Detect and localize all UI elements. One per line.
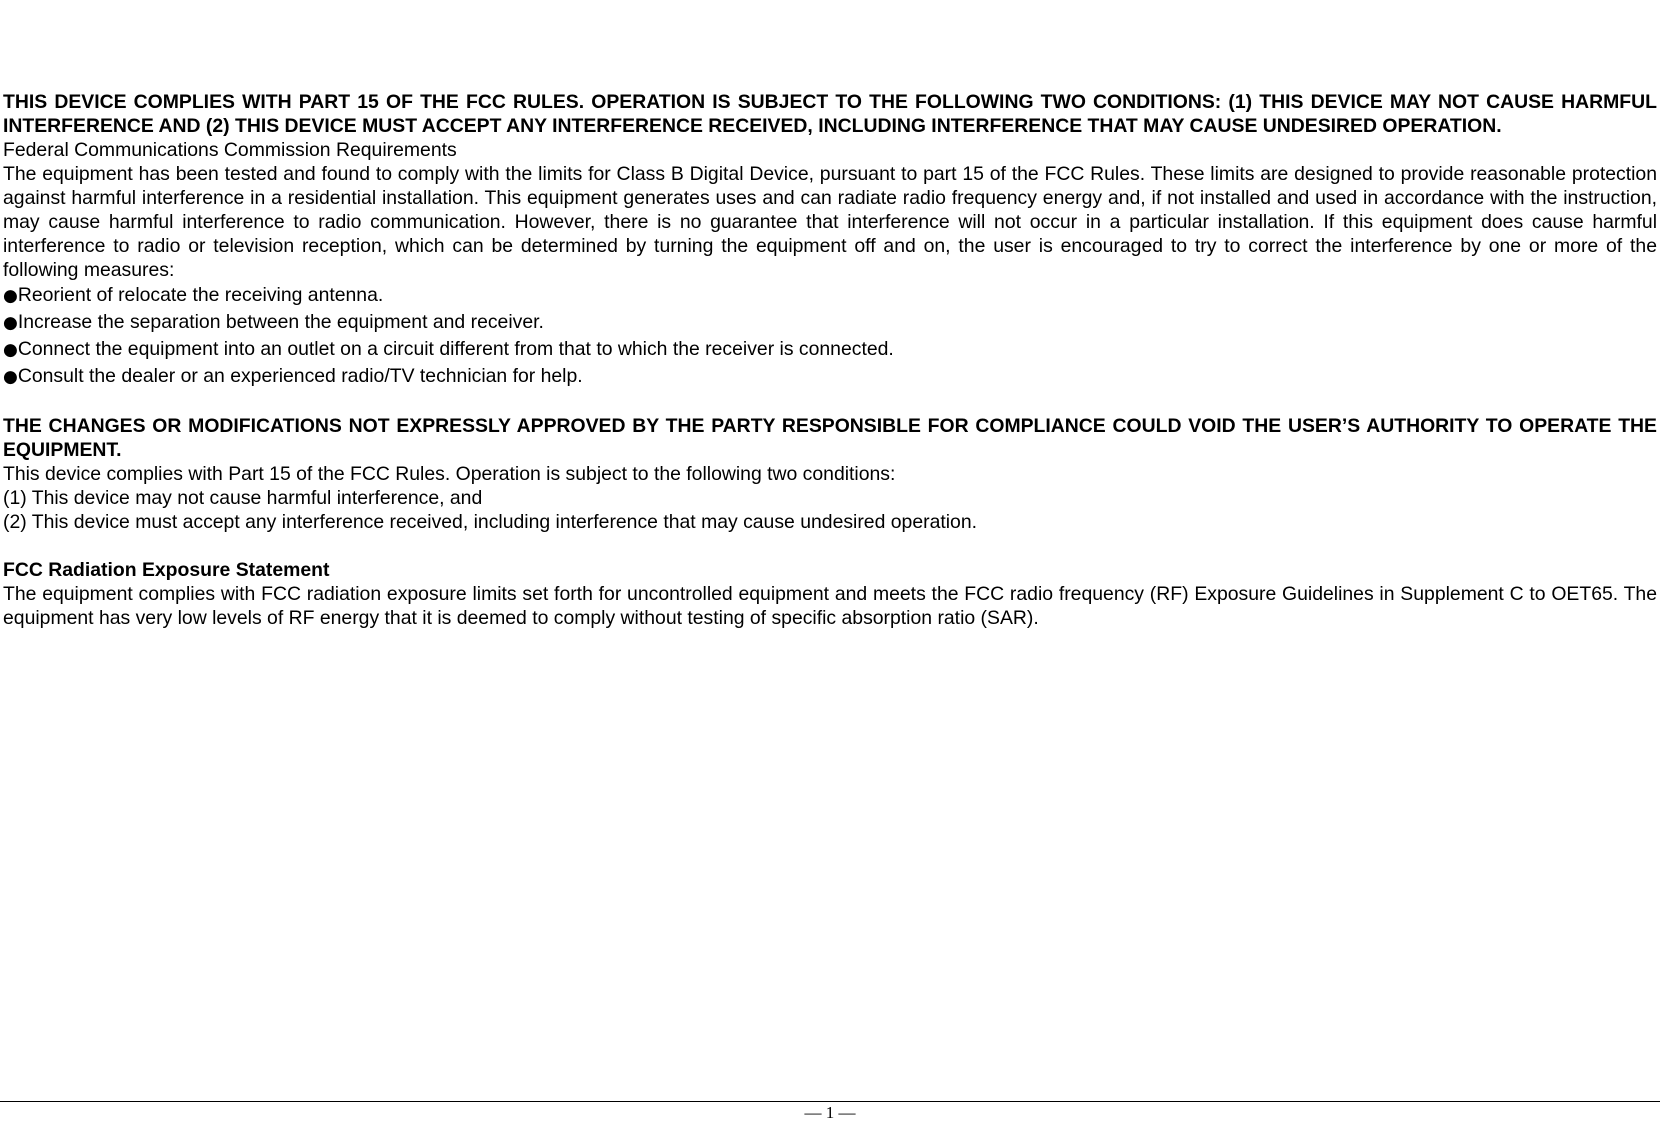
list-item [3,363,1657,390]
list-item [3,282,1657,309]
measures-list [3,282,1657,390]
list-item [3,309,1657,336]
fcc-requirements-body: The equipment has been tested and found to comply with the limits for Class B Digital Device, pursuant to part 15 of the FCC Rules. These limits are designed to provide reasonable protection against harmful interference in a residential installation. This equipment generates uses and can radiate radio frequency energy and, if not installed and used in accordance with the instruction, may cause harmful interference to radio communication. However, there is no guarantee that interference will not occur in a particular installation. If this equipment does cause harmful interference to radio or television reception, which can be determined by turning the equipment off and on, the user is encouraged to try to correct the interference by one or more of the following measures: [3,163,1657,281]
measure-text: Consult the dealer or an experienced radio/TV technician for help. [17,365,583,387]
bullet-icon: ● [3,367,18,387]
measure-text: Increase the separation between the equipment and receiver. [17,311,544,333]
section-spacer [3,534,1657,558]
page-number: — 1 — [804,1103,856,1122]
compliance-notice: THIS DEVICE COMPLIES WITH PART 15 OF THE FCC RULES. OPERATION IS SUBJECT TO THE FOLLOWING TWO CONDITIONS: (1) THIS DEVICE MAY NOT CAUSE HARMFUL INTERFERENCE AND (2) THIS DEVICE MUST ACCEPT ANY INTERFERENCE RECEIVED, INCLUDING INTERFERENCE THAT MAY CAUSE UNDESIRED OPERATION. [3,91,1657,137]
list-item [3,336,1657,363]
footer-divider [0,1101,1660,1102]
changes-warning: THE CHANGES OR MODIFICATIONS NOT EXPRESSLY APPROVED BY THE PARTY RESPONSIBLE FOR COMPLIANCE COULD VOID THE USER’S AUTHORITY TO OPERATE THE EQUIPMENT. [3,415,1657,461]
radiation-exposure-body: The equipment complies with FCC radiation exposure limits set forth for uncontrolled equipment and meets the FCC radio frequency (RF) Exposure Guidelines in Supplement C to OET65. The equipment has very low levels of RF energy that it is deemed to comply without testing of specific absorption ratio (SAR). [3,583,1657,629]
bullet-icon: ● [3,286,18,306]
bullet-icon: ● [3,340,18,360]
bullet-icon: ● [3,313,18,333]
fcc-requirements-heading: Federal Communications Commission Requirements [3,139,457,161]
document-page [3,90,1657,630]
part15-intro: This device complies with Part 15 of the FCC Rules. Operation is subject to the following two conditions: [3,463,896,485]
section-spacer [3,390,1657,414]
measure-text: Reorient of relocate the receiving antenna. [17,284,384,306]
radiation-exposure-heading: FCC Radiation Exposure Statement [3,559,330,581]
part15-condition-1: (1) This device may not cause harmful interference, and [3,487,483,509]
part15-condition-2: (2) This device must accept any interference received, including interference that may cause undesired operation. [3,511,978,533]
measure-text: Connect the equipment into an outlet on a circuit different from that to which the receiver is connected. [17,338,894,360]
